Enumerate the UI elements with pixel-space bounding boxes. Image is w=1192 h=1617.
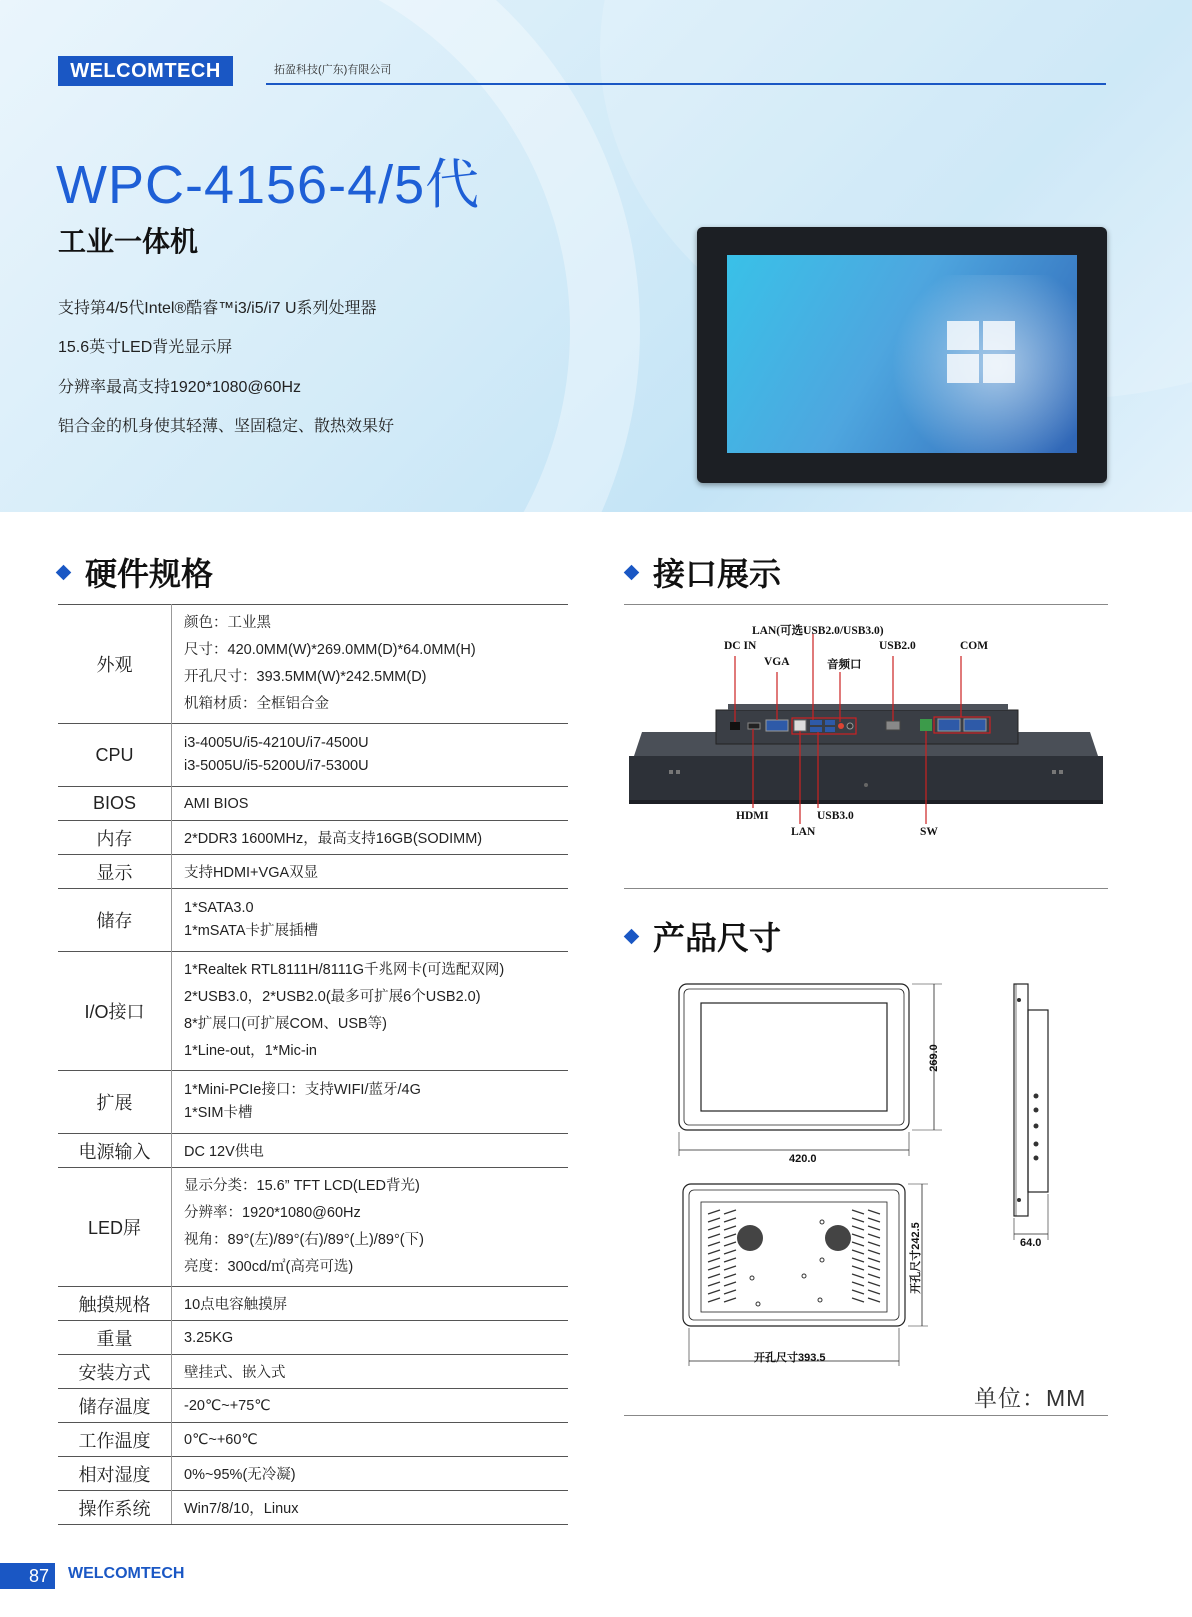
spec-value: 1*SIM卡槽 [184,1105,253,1121]
brand-logo: WELCOMTECH [58,56,233,86]
label-audio: 音频口 [827,659,862,671]
label-lan-top: LAN(可选USB2.0/USB3.0) [752,625,884,637]
table-row [58,1168,568,1287]
spec-key: 显示 [58,855,172,889]
label-sw: SW [920,826,938,838]
divider [624,1415,1108,1416]
label-usb3: USB3.0 [817,810,854,822]
spec-value: DC 12V供电 [184,1144,264,1160]
spec-key: 操作系统 [58,1491,172,1525]
table-row [58,889,568,952]
diamond-icon [624,565,640,581]
dim-cutout-depth: 开孔尺寸242.5 [909,1222,922,1294]
spec-value: 壁挂式、嵌入式 [184,1365,286,1381]
label-usb2: USB2.0 [879,640,916,652]
spec-key: 安装方式 [58,1355,172,1389]
section-title-specs: 硬件规格 [58,549,213,595]
table-row [58,855,568,889]
spec-value: 1*Line-out，1*Mic-in [184,1043,317,1059]
diamond-icon [56,565,72,581]
spec-value: 尺寸：420.0MM(W)*269.0MM(D)*64.0MM(H) [184,642,476,658]
spec-value: 视角：89°(左)/89°(右)/89°(上)/89°(下) [184,1232,424,1248]
unit-label: 单位：MM [974,1385,1087,1411]
spec-value: AMI BIOS [184,795,249,812]
feature-item: 15.6英寸LED背光显示屏 [58,339,233,356]
spec-key: 电源输入 [58,1134,172,1168]
table-row [58,1287,568,1321]
hero-banner [0,0,1192,512]
dimension-drawings [624,960,1108,1390]
spec-key: 内存 [58,821,172,855]
footer-brand: WELCOMTECH [68,1565,185,1582]
spec-value: 0%~95%(无冷凝) [184,1467,296,1483]
product-model: WPC-4156-4/5代 [56,155,481,215]
spec-value: 颜色：工业黑 [184,615,271,631]
spec-key: LED屏 [58,1168,172,1287]
spec-value: 支持HDMI+VGA双显 [184,865,319,881]
table-row [58,724,568,787]
dimension-svg [624,960,1108,1390]
table-row [58,821,568,855]
spec-value: 3.25KG [184,1329,234,1346]
label-hdmi: HDMI [736,810,769,822]
spec-value: 显示分类：15.6” TFT LCD(LED背光) [184,1178,420,1194]
label-lan: LAN [791,826,816,838]
spec-value: 0℃~+60℃ [184,1431,258,1448]
spec-value: 2*DDR3 1600MHz，最高支持16GB(SODIMM) [184,831,483,847]
section-title-interfaces: 接口展示 [626,549,781,595]
interface-photo [624,622,1108,872]
table-row [58,605,568,724]
spec-value: 2*USB3.0，2*USB2.0(最多可扩展6个USB2.0) [184,989,481,1005]
spec-key: 外观 [58,605,172,724]
divider [624,888,1108,889]
dim-depth: 269.0 [927,1044,940,1072]
product-image [697,227,1107,483]
spec-value: Win7/8/10，Linux [184,1501,299,1517]
table-row [58,787,568,821]
spec-key: 重量 [58,1321,172,1355]
header-divider [266,83,1106,85]
spec-value: i3-4005U/i5-4210U/i7-4500U [184,735,369,751]
spec-value: 1*Realtek RTL8111H/8111G千兆网卡(可选配双网) [184,962,505,978]
table-row [58,952,568,1071]
spec-value: -20℃~+75℃ [184,1397,271,1414]
feature-item: 分辨率最高支持1920*1080@60Hz [58,379,302,396]
spec-table [58,604,568,1525]
table-row [58,1071,568,1134]
feature-item: 铝合金的机身使其轻薄、坚固稳定、散热效果好 [58,418,395,435]
dim-height: 64.0 [1020,1237,1042,1249]
product-subtitle: 工业一体机 [58,226,199,257]
spec-key: 储存温度 [58,1389,172,1423]
table-row [58,1134,568,1168]
spec-value: 1*SATA3.0 [184,900,254,916]
spec-key: 工作温度 [58,1423,172,1457]
spec-value: 1*mSATA卡扩展插槽 [184,923,319,939]
divider [624,604,1108,605]
feature-item: 支持第4/5代Intel®酷睿™i3/i5/i7 U系列处理器 [58,300,377,317]
spec-key: I/O接口 [58,952,172,1071]
spec-key: 相对湿度 [58,1457,172,1491]
table-row [58,1321,568,1355]
spec-key: 扩展 [58,1071,172,1134]
spec-value: 机箱材质：全框铝合金 [184,696,329,712]
spec-key: 储存 [58,889,172,952]
label-dc-in: DC IN [724,640,757,652]
spec-key: 触摸规格 [58,1287,172,1321]
table-row [58,1491,568,1525]
page-number: 87 [0,1563,55,1589]
windows-logo-icon [947,321,1017,385]
diamond-icon [624,929,640,945]
table-row [58,1389,568,1423]
dim-width: 420.0 [789,1153,817,1165]
spec-value: 亮度：300cd/㎡(高亮可选) [184,1259,354,1275]
monitor-screen [727,255,1077,453]
spec-value: i3-5005U/i5-5200U/i7-5300U [184,758,369,774]
section-title-dimensions: 产品尺寸 [626,913,781,959]
spec-value: 8*扩展口(可扩展COM、USB等) [184,1016,388,1032]
table-row [58,1457,568,1491]
spec-value: 10点电容触摸屏 [184,1297,288,1313]
spec-value: 分辨率：1920*1080@60Hz [184,1205,361,1221]
table-row [58,1423,568,1457]
dim-cutout-width: 开孔尺寸393.5 [754,1352,826,1364]
spec-key: BIOS [58,787,172,821]
spec-value: 1*Mini-PCIe接口：支持WIFI/蓝牙/4G [184,1082,421,1098]
label-vga: VGA [764,656,790,668]
label-com: COM [960,640,989,652]
interface-diagram [624,622,1108,872]
spec-key: CPU [58,724,172,787]
spec-value: 开孔尺寸：393.5MM(W)*242.5MM(D) [184,669,427,685]
company-name: 拓盈科技(广东)有限公司 [274,64,392,76]
table-row [58,1355,568,1389]
